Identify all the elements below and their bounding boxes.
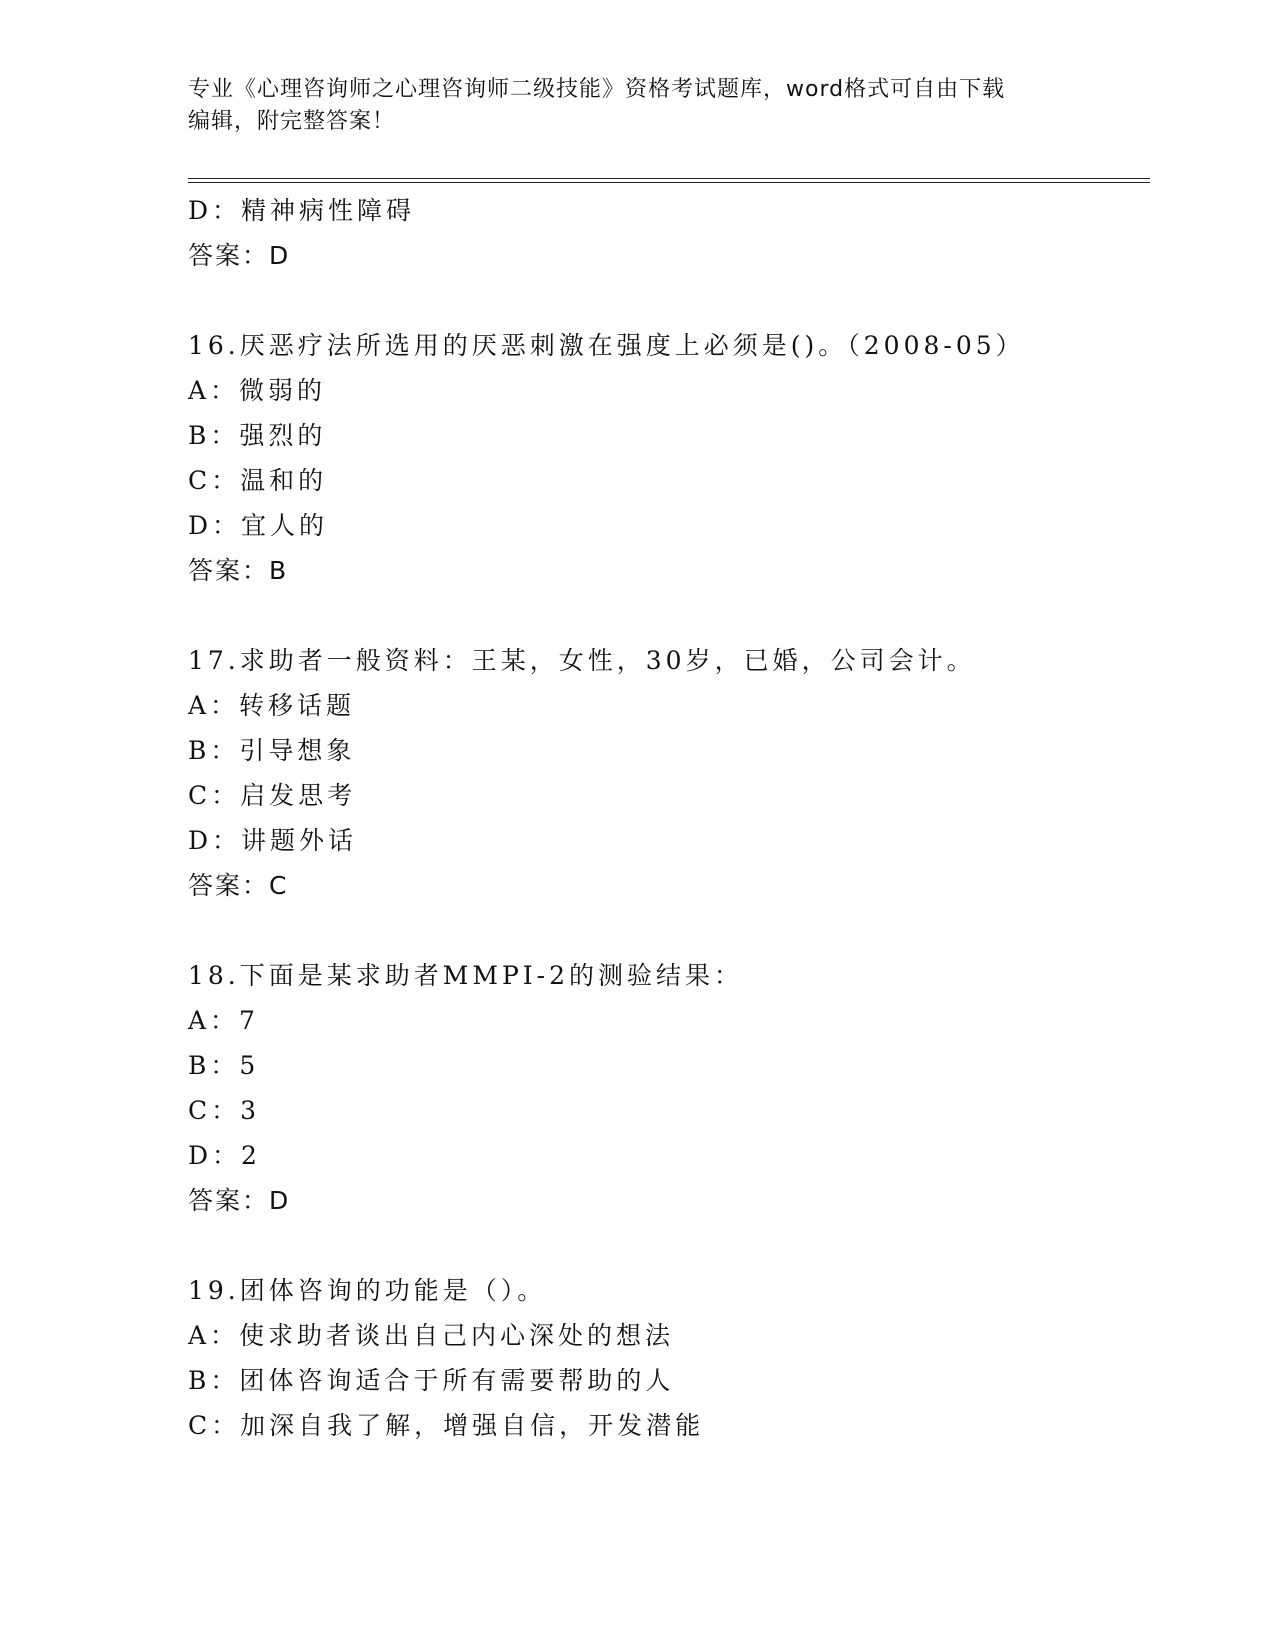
- answer: 答案：C: [188, 871, 289, 900]
- header-double-rule: [188, 178, 1150, 183]
- option-b: B：强烈的: [188, 421, 327, 450]
- option-b: B：5: [188, 1051, 260, 1080]
- question-stem-16: 16.厌恶疗法所选用的厌恶刺激在强度上必须是()。（2008-05）: [188, 331, 1025, 360]
- option-c: C：加深自我了解，增强自信，开发潜能: [188, 1411, 705, 1440]
- option-c: C：启发思考: [188, 781, 357, 810]
- spacer: [188, 278, 1148, 323]
- option-c: C：温和的: [188, 466, 328, 495]
- spacer: [188, 593, 1148, 638]
- option-a: A：使求助者谈出自己内心深处的想法: [188, 1321, 675, 1350]
- answer: 答案：B: [188, 556, 289, 585]
- option-a: A：转移话题: [188, 691, 356, 720]
- option-b: B：团体咨询适合于所有需要帮助的人: [188, 1366, 675, 1395]
- option-d: D：精神病性障碍: [188, 196, 416, 225]
- answer: 答案：D: [188, 1186, 291, 1215]
- option-b: B：引导想象: [188, 736, 356, 765]
- answer: 答案：D: [188, 241, 291, 270]
- option-d: D：宜人的: [188, 511, 329, 540]
- option-d: D：讲题外话: [188, 826, 358, 855]
- option-a: A：7: [188, 1006, 259, 1035]
- question-stem-19: 19.团体咨询的功能是（）。: [188, 1276, 547, 1305]
- document-header: [188, 74, 1088, 138]
- header-line-1: 专业《心理咨询师之心理咨询师二级技能》资格考试题库，word格式可自由下载: [188, 77, 1006, 102]
- question-stem-18: 18.下面是某求助者MMPI-2的测验结果：: [188, 961, 744, 990]
- question-list: [188, 188, 1148, 1448]
- header-line-2: 编辑，附完整答案！: [188, 109, 396, 134]
- option-d: D：2: [188, 1141, 261, 1170]
- option-a: A：微弱的: [188, 376, 327, 405]
- spacer: [188, 1223, 1148, 1268]
- spacer: [188, 908, 1148, 953]
- option-c: C：3: [188, 1096, 261, 1125]
- question-stem-17: 17.求助者一般资料：王某，女性，30岁，已婚，公司会计。: [188, 646, 976, 675]
